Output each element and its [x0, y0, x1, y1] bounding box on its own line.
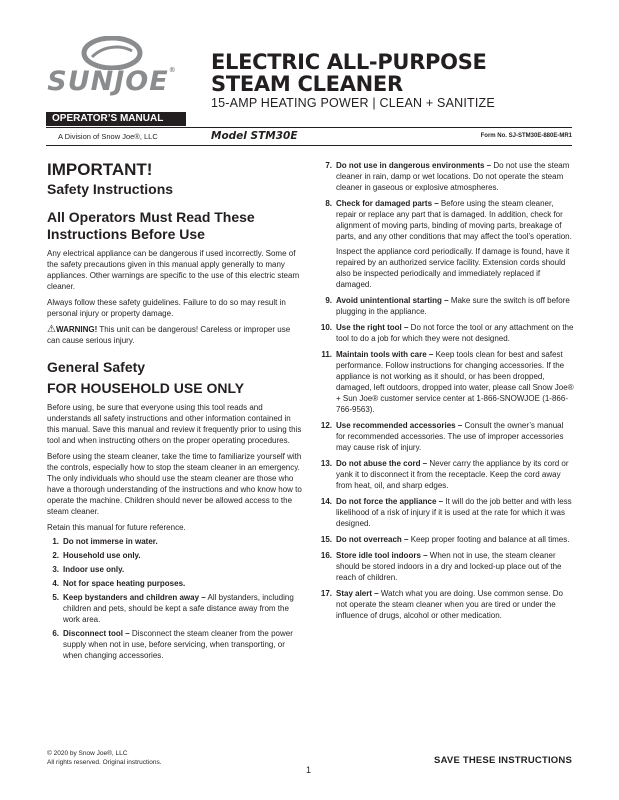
list-item: 7. Do not use in dangerous environments – Do not use the steam cleaner in rain, damp or wet locations. Do not operate the steam cleaner in gaseous or explosive atmospheres.	[325, 161, 570, 192]
must-read-line-1: All Operators Must Read These	[47, 209, 255, 225]
list-item: 6. Disconnect tool – Disconnect the steam cleaner from the power supply when not in use, before servicing, when transporting, or when changing accessories.	[52, 629, 293, 660]
important-heading: IMPORTANT!	[47, 160, 153, 179]
list-item: 10. Use the right tool – Do not force the tool or any attachment on the tool to do a job for which they were not designed.	[320, 323, 574, 343]
operators-manual-label: OPERATOR’S MANUAL	[46, 112, 186, 126]
warning-text: This unit can be dangerous! Careless or improper use can cause serious injury.	[47, 325, 291, 345]
sun-swirl-icon	[46, 36, 178, 70]
list-item: 14. Do not force the appliance – It will do the job better and with less likelihood of a risk of injury if it is used at the rate for which it was designed.	[320, 497, 572, 528]
left-safety-list	[47, 536, 305, 661]
warning-triangle-icon: ⚠	[47, 324, 56, 335]
list-item: 1. Do not immerse in water.	[52, 537, 158, 546]
rights-line: All rights reserved. Original instructions.	[47, 759, 162, 766]
list-item: 16. Store idle tool indoors – When not in use, the steam cleaner should be stored indoors in a dry and locked-up place out of the reach of children.	[320, 551, 562, 582]
must-read-line-2: Instructions Before Use	[47, 226, 205, 242]
general-safety-paragraph-3: Retain this manual for future reference.	[47, 523, 186, 532]
list-item: 11. Maintain tools with care – Keep tools clean for best and safest performance. Follow instructions for changing accessories. If the appliance is not working as it should, or has been dropped, damaged, left outdoors, dropped into water, please call Snow Joe® + Sun Joe® customer service center at 1-866-SNOWJOE (1-866-766-9563).	[321, 350, 574, 414]
page-number: 1	[306, 765, 312, 775]
general-safety-paragraph-2: Before using the steam cleaner, take the time to familiarize yourself with the controls, especially how to stop the steam cleaner in an emergency. The only individuals who should use the steam cleaner are those who have a thorough understanding of the instructions and who know how to operate the machine. Children should never be allowed access to the steam cleaner.	[47, 452, 302, 516]
intro-paragraph-1: Any electrical appliance can be dangerous if used incorrectly. Some of the safety precautions given in this manual apply generally to many appliances. Other warnings are specific to the use of this electric steam cleaner.	[47, 249, 300, 291]
list-item: 4. Not for space heating purposes.	[52, 579, 186, 588]
general-safety-paragraph-1: Before using, be sure that everyone using this tool reads and understands all safety instructions and other information contained in this manual. Save this manual and review it frequently prior to using this tool and when instructing others on the proper operating procedures.	[47, 403, 302, 445]
list-item: 15. Do not overreach – Keep proper footing and balance at all times.	[320, 535, 570, 544]
title-line-1: ELECTRIC ALL-PURPOSE	[211, 50, 487, 74]
list-item: 9. Avoid unintentional starting – Make sure the switch is off before plugging in the appliance.	[325, 296, 570, 316]
save-instructions: SAVE THESE INSTRUCTIONS	[434, 755, 572, 766]
list-item: 13. Do not abuse the cord – Never carry the appliance by its cord or yank it to disconnect it from the receptacle. Keep the cord away from heat, oil, and sharp edges.	[320, 459, 569, 490]
right-safety-list	[318, 160, 574, 621]
title-line-2: STEAM CLEANER	[211, 72, 403, 96]
header-divider	[46, 127, 572, 128]
list-item: 2. Household use only.	[52, 551, 141, 560]
division-text: A Division of Snow Joe®, LLC	[58, 132, 158, 141]
general-safety-heading: General Safety	[47, 359, 146, 375]
brand-logo	[46, 36, 178, 97]
document-title	[211, 51, 487, 95]
list-item: 17. Stay alert – Watch what you are doing. Use common sense. Do not operate the steam cleaner when you are tired or under the influence of drugs, alcohol or other medication.	[320, 589, 563, 620]
list-item: 5. Keep bystanders and children away – All bystanders, including children and pets, should be kept a safe distance away from the work area.	[52, 593, 294, 624]
warning-label: WARNING!	[55, 325, 98, 334]
right-column	[318, 160, 574, 621]
model-number: Model STM30E	[211, 130, 298, 142]
brand-name: SUNJOE®	[47, 66, 177, 97]
header-divider-2	[46, 145, 572, 146]
warning-paragraph	[47, 324, 305, 346]
left-column	[47, 160, 305, 661]
list-item: 8. Check for damaged parts – Before using the steam cleaner, repair or replace any part that is damaged. In addition, check for alignment of moving parts, binding of moving parts, breakage of parts, and any other conditions that may affect the tool’s operation. Inspect the appliance cord periodically. If damage is found, have it repaired by an authorized service facility. Extension cords should also be inspected periodically and immediately replaced if damaged.	[325, 199, 572, 289]
copyright-notice	[47, 749, 162, 767]
intro-paragraph-2: Always follow these safety guidelines. Failure to do so may result in personal injury or property damage.	[47, 298, 286, 318]
household-use-heading: FOR HOUSEHOLD USE ONLY	[47, 380, 245, 396]
must-read-heading	[47, 209, 305, 243]
document-subtitle: 15-AMP HEATING POWER | CLEAN + SANITIZE	[211, 96, 495, 110]
form-number: Form No. SJ-STM30E-880E-MR1	[480, 133, 572, 139]
safety-instructions-heading: Safety Instructions	[47, 181, 174, 197]
list-item: 3. Indoor use only.	[52, 565, 125, 574]
list-item: 12. Use recommended accessories – Consult the owner’s manual for recommended accessories. The use of improper accessories may cause risk of injury.	[320, 421, 564, 452]
copyright-line: © 2020 by Snow Joe®, LLC	[47, 750, 128, 757]
